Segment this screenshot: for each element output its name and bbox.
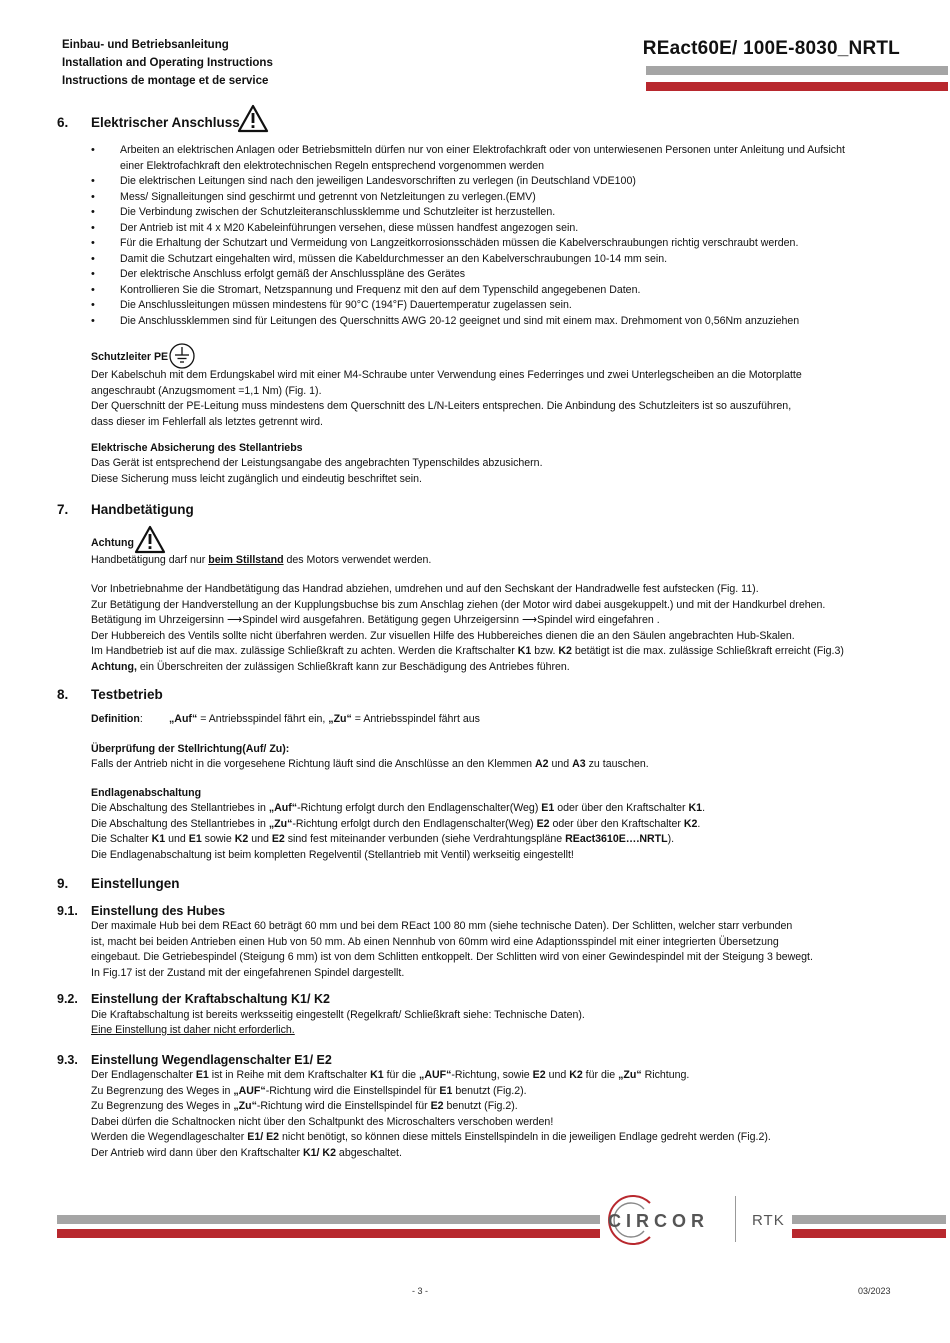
footer-red-bar — [57, 1229, 600, 1238]
header-red-bar — [646, 82, 948, 91]
bullet-item: • Die elektrischen Leitungen sind nach den jeweiligen Landesvorschriften zu verlegen (in Deutschland VDE100) — [91, 174, 851, 190]
hub-line: In Fig.17 ist der Zustand mit der eingefahrenen Spindel dargestellt. — [91, 966, 405, 979]
section-6-title: Elektrischer Anschluss — [91, 115, 240, 130]
section-9-1-number: 9.1. — [57, 904, 78, 918]
issue-date: 03/2023 — [858, 1286, 891, 1296]
hand-line: Im Handbetrieb ist auf die max. zulässige Schließkraft zu achten. Werden die Kraftschalter K1 bzw. K2 betätigt ist die max. zulässige Schließkraft erreicht (Fig.3) — [91, 645, 844, 657]
section-6-bullet-list — [91, 143, 851, 329]
pe-line: angeschraubt (Anzugsmoment =1,1 Nm) (Fig. 1). — [91, 384, 322, 397]
pe-line: Der Querschnitt der PE-Leitung muss mindestens dem Querschnitt des L/N-Leiters entsprechen. Die Anbindung des Schutzleiters ist so auszuführen, — [91, 400, 792, 412]
bullet-item: • Mess/ Signalleitungen sind geschirmt und getrennt von Netzleitungen zu verlegen.(EMV) — [91, 190, 851, 206]
warning-triangle-icon — [237, 104, 269, 133]
header-gray-bar — [646, 66, 948, 75]
endlagen-line: Die Abschaltung des Stellantriebes in „Zu“-Richtung erfolgt durch den Endlagenschalter(Weg) E2 oder über den Kraftschalter K2. — [91, 817, 701, 830]
section-9-3-title: Einstellung Wegendlagenschalter E1/ E2 — [91, 1053, 332, 1067]
hub-line: Der maximale Hub bei dem REact 60 beträgt 60 mm und bei dem REact 100 80 mm (siehe technische Daten). Der Schlitten, welcher starr verbunden — [91, 920, 793, 932]
fuse-title: Elektrische Absicherung des Stellantriebs — [91, 442, 303, 454]
header-line-2: Installation and Operating Instructions — [62, 57, 273, 69]
circor-logo-text: CIRCOR — [608, 1211, 709, 1231]
weg-line: Der Antrieb wird dann über den Kraftschalter K1/ K2 abgeschaltet. — [91, 1146, 402, 1159]
weg-line: Zu Begrenzung des Weges in „Zu“-Richtung wird die Einstellspindel für E2 benutzt (Fig.2). — [91, 1100, 518, 1112]
kraft-line: Die Kraftabschaltung ist bereits werksseitig eingestellt (Regelkraft/ Schließkraft siehe: Technische Daten). — [91, 1009, 585, 1021]
bullet-item: • Der elektrische Anschluss erfolgt gemäß der Anschlusspläne des Gerätes — [91, 267, 851, 283]
bullet-item: • Die Anschlussklemmen sind für Leitungen des Querschnitts AWG 20-12 geeignet und sind mit einem max. Drehmoment von 0,56Nm anzuziehen — [91, 314, 851, 330]
document-title: REact60E/ 100E-8030_NRTL — [642, 38, 900, 59]
hand-line: Der Hubbereich des Ventils sollte nicht überfahren werden. Zur visuellen Hilfe des Hubbereiches dienen die an den Säulen angebrachten Hub-Skalen. — [91, 629, 795, 642]
bullet-item: • Die Verbindung zwischen der Schutzleiteranschlussklemme und Schutzleiter ist herzustellen. — [91, 205, 851, 221]
pe-line: Der Kabelschuh mit dem Erdungskabel wird mit einer M4-Schraube unter Verwendung eines Federringes und zwei Unterlegscheiben an die Motorplatte — [91, 369, 802, 381]
footer-red-bar-right — [792, 1229, 946, 1238]
rtk-logo-text: RTK — [752, 1212, 785, 1229]
section-7-title: Handbetätigung — [91, 502, 194, 517]
section-6-number: 6. — [57, 115, 69, 130]
section-8-number: 8. — [57, 687, 69, 702]
endlagen-line: Die Schalter K1 und E1 sowie K2 und E2 sind fest miteinander verbunden (siehe Verdrahtungspläne REact3610E….NRTL). — [91, 833, 675, 845]
fuse-line: Diese Sicherung muss leicht zugänglich und eindeutig beschriftet sein. — [91, 472, 422, 485]
weg-line: Der Endlagenschalter E1 ist in Reihe mit dem Kraftschalter K1 für die „AUF“-Richtung, sowie E2 und K2 für die „Zu“ Richtung. — [91, 1069, 690, 1081]
pe-title: Schutzleiter PE — [91, 351, 169, 363]
endlagen-line: Die Endlagenabschaltung ist beim kompletten Regelventil (Stellantrieb mit Ventil) werkseitig eingestellt! — [91, 848, 574, 861]
section-7-number: 7. — [57, 502, 69, 517]
hand-line: Zur Betätigung der Handverstellung an der Kupplungsbuchse bis zum Anschlag ziehen (der Motor wird dabei ausgekuppelt.) und mit der Handkurbel drehen. — [91, 598, 826, 611]
hub-line: eingebaut. Die Getriebespindel (Steigung 6 mm) ist von dem Schlitten entkoppelt. Der Schlitten wird von einer Gewindespindel mit der Steigung 3 bewegt. — [91, 951, 813, 963]
section-9-2-title: Einstellung der Kraftabschaltung K1/ K2 — [91, 992, 330, 1006]
bullet-item: • Für die Erhaltung der Schutzart und Vermeidung von Langzeitkorrosionsschäden müssen die Kabelverschraubungen richtig verschraubt werden. — [91, 236, 851, 252]
bullet-item: • Der Antrieb ist mit 4 x M20 Kabeleinführungen versehen, diese müssen handfest angezogen sein. — [91, 221, 851, 237]
hub-line: ist, macht bei beiden Antrieben einen Hub von 50 mm. Ab einen Nennhub von 60mm wird eine Adaptionsspindel mit einer integrierten Übersetzung — [91, 935, 779, 948]
section-8-title: Testbetrieb — [91, 687, 163, 702]
kraft-note: Eine Einstellung ist daher nicht erforderlich. — [91, 1024, 295, 1036]
direction-check-text: Falls der Antrieb nicht in die vorgesehene Richtung läuft sind die Anschlüsse an den Klemmen A2 und A3 zu tauschen. — [91, 758, 649, 770]
direction-check-title: Überprüfung der Stellrichtung(Auf/ Zu): — [91, 743, 290, 755]
section-9-title: Einstellungen — [91, 876, 180, 891]
earth-ground-icon — [168, 342, 196, 370]
section-9-3-number: 9.3. — [57, 1053, 78, 1067]
header-line-3: Instructions de montage et de service — [62, 75, 269, 87]
page-number: - 3 - — [412, 1286, 429, 1296]
footer-logo-divider — [735, 1196, 736, 1242]
hand-line: Vor Inbetriebnahme der Handbetätigung das Handrad abziehen, umdrehen und auf den Sechskant der Handradwelle fest aufstecken (Fig. 11). — [91, 583, 759, 595]
section-9-number: 9. — [57, 876, 69, 891]
bullet-item: • Kontrollieren Sie die Stromart, Netzspannung und Frequenz mit den auf dem Typenschild angegebenen Daten. — [91, 283, 851, 299]
section-9-2-number: 9.2. — [57, 992, 78, 1006]
endlagen-title: Endlagenabschaltung — [91, 787, 202, 799]
warning-triangle-icon — [134, 525, 166, 554]
footer-gray-bar-right — [792, 1215, 946, 1224]
achtung-label: Achtung — [91, 537, 134, 549]
endlagen-line: Die Abschaltung des Stellantriebes in „Auf“-Richtung erfolgt durch den Endlagenschalter(Weg) E1 oder über den Kraftschalter K1. — [91, 802, 706, 814]
header-line-1: Einbau- und Betriebsanleitung — [62, 39, 229, 51]
definition-text: „Auf“ = Antriebsspindel fährt ein, „Zu“ = Antriebsspindel fährt aus — [169, 713, 480, 725]
bullet-item: • Arbeiten an elektrischen Anlagen oder Betriebsmitteln dürfen nur von einer Elektrofachkraft oder von unterwiesenen Personen unter Anleitung und Aufsicht einer Elektrofachkraft den elektrotechnischen Regeln entsprechend vorgenommen werden — [91, 143, 851, 174]
fuse-line: Das Gerät ist entsprechend der Leistungsangabe des angebrachten Typenschildes abzusichern. — [91, 457, 543, 469]
hand-line: Betätigung im Uhrzeigersinn ⟶Spindel wird ausgefahren. Betätigung gegen Uhrzeigersinn ⟶Spindel wird eingefahren . — [91, 614, 660, 626]
hand-line: Achtung, ein Überschreiten der zulässigen Schließkraft kann zur Beschädigung des Antriebes führen. — [91, 660, 570, 673]
weg-line: Zu Begrenzung des Weges in „AUF“-Richtung wird die Einstellspindel für E1 benutzt (Fig.2). — [91, 1084, 527, 1097]
definition-label: Definition: — [91, 713, 143, 725]
achtung-text: Handbetätigung darf nur beim Stillstand des Motors verwendet werden. — [91, 554, 432, 566]
bullet-item: • Die Anschlussleitungen müssen mindestens für 90°C (194°F) Dauertemperatur zugelassen sein. — [91, 298, 851, 314]
weg-line: Werden die Wegendlageschalter E1/ E2 nicht benötigt, so können diese mittels Einstellspindeln in die jeweiligen Endlage gedreht werden (Fig.2). — [91, 1131, 771, 1143]
bullet-item: • Damit die Schutzart eingehalten wird, müssen die Kabeldurchmesser an den Kabelverschraubungen 10-14 mm sein. — [91, 252, 851, 268]
weg-line: Dabei dürfen die Schaltnocken nicht über den Schaltpunkt des Microschalters verschoben werden! — [91, 1115, 554, 1128]
pe-line: dass dieser im Fehlerfall als letztes getrennt wird. — [91, 415, 323, 428]
section-9-1-title: Einstellung des Hubes — [91, 904, 226, 918]
footer-gray-bar — [57, 1215, 600, 1224]
